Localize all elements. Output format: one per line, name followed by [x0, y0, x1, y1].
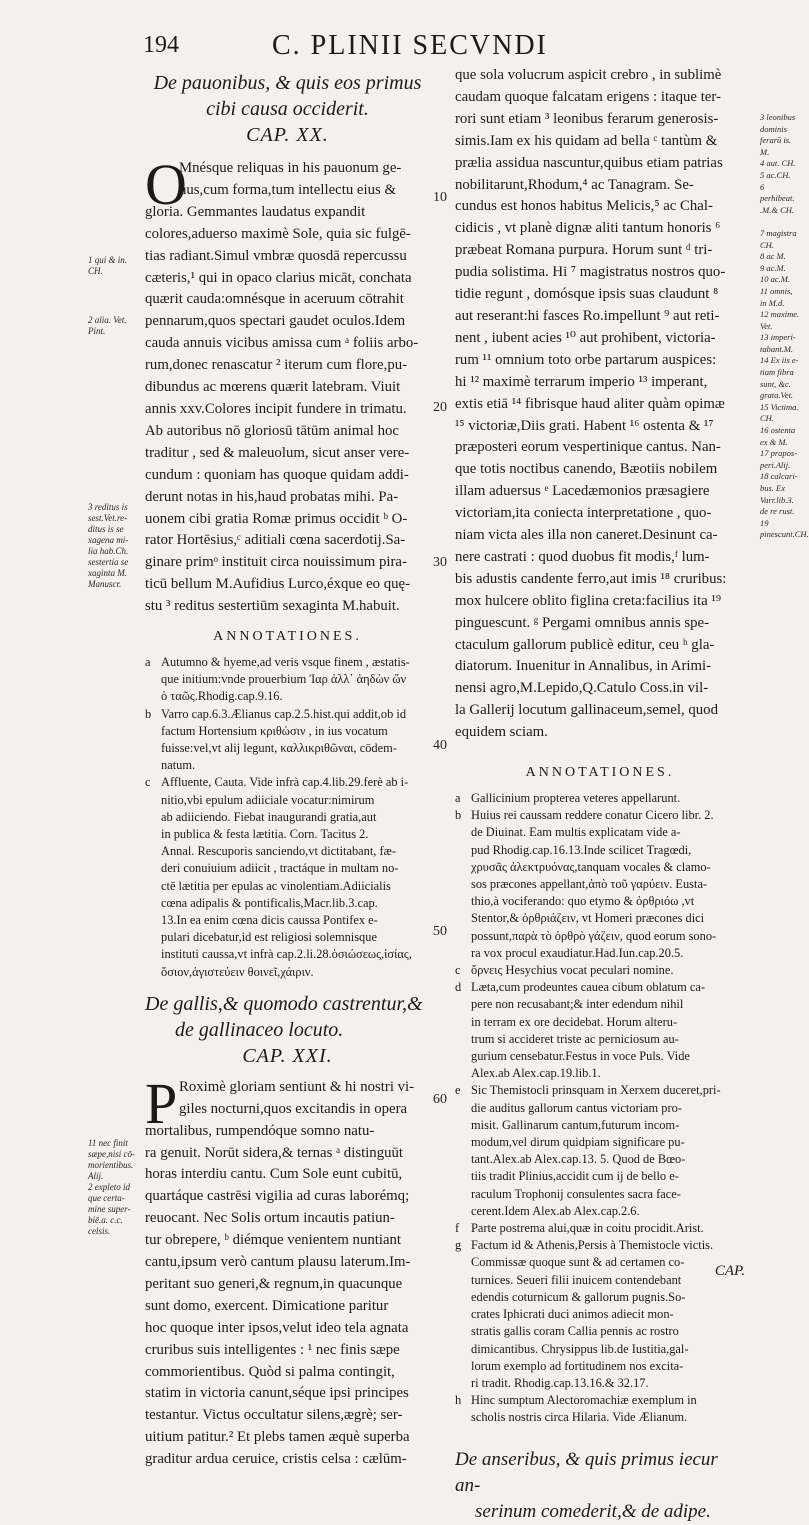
annotation-item — [145, 654, 430, 706]
chapter-title-line: De anseribus, & quis primus iecur an- — [455, 1448, 718, 1496]
text-line: Mnésque reliquas in his pauonum ge- — [179, 160, 402, 176]
annotation-item — [455, 1392, 745, 1426]
annotation-line: edendis coturnicum & gallorum pugnis.So- — [471, 1289, 686, 1304]
chapter-title-line: De pauonibus, & quis eos primus — [153, 72, 422, 94]
annotation-line: pere non recusabant;& inter edendum nihil — [471, 997, 684, 1012]
text-line: horas interdiu cantu. Cum Sole eunt cubitū, — [145, 1166, 403, 1183]
annotation-line: χρυσᾶς ἀλεκτρυόνας,tanquam vocales & clamo- — [471, 859, 711, 874]
annotation-key: h — [455, 1393, 462, 1408]
chapter-20-body — [145, 152, 430, 618]
annotation-line: ri tradit. Rhodig.cap.13.16.& 32.17. — [471, 1375, 649, 1390]
annotation-item — [455, 1082, 745, 1220]
annotation-line: Commissæ quoque sunt & ad certamen co- — [471, 1255, 685, 1270]
left-column — [145, 70, 430, 1471]
annotation-item — [145, 706, 430, 775]
text-line: quartáque castrēsi vigilia ad curas laborémq; — [145, 1188, 410, 1205]
annotation-line: dimicantibus. Chrysippus lib.de Iustitia,gal- — [471, 1341, 689, 1356]
annotation-line: stratis gallis coram Callia pennis ac rostro — [471, 1324, 679, 1339]
text-line: præbeat Romana purpura. Horum sunt ᵈ tri- — [455, 242, 713, 259]
chapter-21-heading — [145, 991, 430, 1069]
annotation-text — [161, 706, 406, 775]
annotation-line: que initium:vnde prouerbium Ἰαρ ἀλλ᾽ ἀηδὼν ὤν — [161, 672, 407, 687]
text-line: que totis noctibus canendo, Bæotiis nobilem — [455, 461, 718, 478]
text-line: cruribus suis intelligentes : ¹ nec finis sæpe — [145, 1341, 400, 1358]
annotation-line: Sic Themistocli prinsquam in Xerxem duceret,pri- — [471, 1083, 721, 1098]
text-line: tidie regunt , domósque ipsis suas claudunt ⁸ — [455, 286, 719, 303]
chapter-22-heading — [455, 1447, 745, 1525]
text-line: pinguescunt. ᵍ Pergami omnibus annis spe- — [455, 614, 710, 631]
annotation-line: scholis nostris circa Hilaria. Vide Ælianum. — [471, 1410, 688, 1425]
text-line: que sola volucrum aspicit crebro , in sublimè — [455, 67, 722, 83]
annotation-text — [161, 774, 412, 980]
annotation-line: ra vox procul exaudiatur.Had.Iun.cap.20.5. — [471, 945, 684, 960]
text-line: cæteris,¹ qui in opaco clarius micāt, conchata — [145, 269, 412, 286]
margin-note: 11 nec finit sæpe,nisi cō- morientibus. Alij. 2 expleto id que certa- mine super- biē.a. c.c. celsis. — [88, 1138, 135, 1236]
text-line: reuocant. Nec Solis ortum incautis patiun- — [145, 1210, 395, 1227]
text-line: prælia assidua nascuntur,quibus etiam patrias — [455, 154, 723, 171]
text-line: giles nocturni,quos excitandis in opera — [179, 1100, 408, 1117]
text-line: victoriam,ita coniecta interpretatione , quo- — [455, 505, 712, 522]
annotation-item — [455, 790, 745, 807]
annotation-line: nitio,vbi epulum adiiciale vocatur:nimirum — [161, 792, 375, 807]
text-line: extis etiā ¹⁴ fibrisque haud aliter quàm opimæ — [455, 395, 725, 412]
annotation-line: Læta,cum prodeuntes cauea cibum oblatum ca- — [471, 980, 705, 995]
text-line: cundus est honos habitus Melicis,⁵ ac Chal- — [455, 198, 713, 215]
annotations-heading: ANNOTATIONES. — [525, 765, 675, 781]
text-line: aut reserant:hi fasces Ro.impellunt ⁹ aut reti- — [455, 307, 720, 324]
text-line: rum ¹¹ omnium toto orbe partarum auspices: — [455, 351, 717, 368]
annotation-line: deri conuiuium adiicit , tractáque in multam no- — [161, 861, 399, 876]
line-number: 60 — [433, 1092, 447, 1107]
annotation-line: natum. — [161, 758, 196, 773]
line-number: 30 — [433, 555, 447, 570]
text-line: illam aduersus ᵉ Lacedæmonios præsagiere — [455, 483, 710, 500]
text-line: pennarum,quos spectari gaudet oculos.Idem — [145, 313, 406, 330]
text-line: traditur , sed & maleuolum, sicut anser vere- — [145, 444, 410, 461]
annotation-item — [455, 979, 745, 1082]
annotation-item — [455, 807, 745, 962]
annotation-text — [471, 790, 680, 807]
line-number: 40 — [433, 738, 447, 753]
text-line: stu ³ reditus sestertiūm sexaginta M.habuit. — [145, 598, 400, 615]
annotation-key: e — [455, 1083, 461, 1098]
annotation-key: f — [455, 1221, 460, 1236]
text-line: nensi agro,M.Lepido,Q.Catulo Coss.in vil- — [455, 680, 709, 697]
annotation-text — [471, 1082, 721, 1220]
text-line: Ab autoribus nō gloriosū tātūm animal hoc — [145, 422, 399, 439]
annotation-line: cerent.Idem Alex.ab Alex.cap.2.6. — [471, 1203, 640, 1218]
annotation-line: thio,à vociferando: quo etymo & ὀρθριόω ,vt — [471, 894, 695, 909]
text-line: cantu,ipsum verò cantum plausu laterum.Im- — [145, 1254, 411, 1271]
annotation-key: b — [145, 706, 152, 721]
annotation-line: possunt,παρὰ τὸ ὀρθρὸ γάζειν, quod eorum sono- — [471, 928, 717, 943]
annotation-line: modum,vel dirum quidpiam significare pu- — [471, 1135, 685, 1150]
annotation-line: in publica & festa lætitia. Corn. Tacitus 2. — [161, 826, 369, 841]
running-title: C. PLINII SECVNDI — [272, 30, 548, 61]
annotation-line: pud Rhodig.cap.16.13.Inde scilicet Tragœdi, — [471, 842, 692, 857]
annotation-line: Affluente, Cauta. Vide infrà cap.4.lib.29.ferè ab i- — [161, 775, 409, 790]
text-line: colores,aduerso maximè Sole, quia sic fulgē- — [145, 225, 411, 242]
annotation-line: trum si accideret triste ac perniciosum au- — [471, 1031, 679, 1046]
annotation-key: b — [455, 808, 462, 823]
annotation-key: a — [145, 654, 151, 669]
annotation-line: Parte postrema alui,quæ in coitu procidit.Arist. — [471, 1221, 704, 1236]
annotations-heading: ANNOTATIONES. — [213, 629, 362, 645]
text-line: testantur. Victus occultatur silens,ægrè; ser- — [145, 1407, 403, 1424]
text-line: derunt notas in his,haud probatas mihi. Pa- — [145, 488, 399, 505]
chapter-title-line: De gallis,& quomodo castrentur,& — [145, 992, 423, 1015]
annotation-text — [471, 1220, 704, 1237]
chapter-20-heading — [145, 70, 430, 148]
chapter-title-line: de gallinaceo locuto. — [175, 1018, 344, 1041]
annotation-key: c — [145, 775, 151, 790]
line-number: 50 — [433, 924, 447, 939]
text-line: uonem cibi gratia Romæ primus occidit ᵇ O- — [145, 510, 408, 527]
text-line: nobilitarunt,Rhodum,⁴ ac Tanagram. Se- — [455, 176, 694, 193]
text-line: cauda annuis vicibus amissa cum ᵃ foliis arbo- — [145, 335, 419, 352]
text-line: nere castrati : quod duobus fit modis,ᶠ lum- — [455, 548, 710, 565]
annotation-text — [471, 1237, 713, 1392]
annotation-text — [471, 807, 716, 962]
annotation-key: g — [455, 1238, 462, 1253]
text-line: mox hulcere oblito figlina creta:facilius ita ¹⁹ — [455, 592, 721, 609]
annotation-line: sos præcones appellant,ἀπὸ τοῦ γαρύειν. Eusta- — [471, 877, 708, 892]
running-header — [0, 30, 800, 70]
text-line: bis adustis candente ferro,aut imis ¹⁸ cruribus: — [455, 570, 727, 587]
annotation-line: de Diuinat. Eam multis explicatam vide a- — [471, 825, 681, 840]
text-line: la Gallerij locutum gallinaceum,semel, quod — [455, 702, 718, 719]
text-line: mortalibus, rumpendóque somno natu- — [145, 1122, 375, 1139]
text-line: ¹⁵ victoriæ,Diis grati. Habent ¹⁶ ostenta & ¹⁷ — [455, 417, 714, 434]
annotation-item — [455, 962, 745, 979]
annotation-line: fuisse:vel,vt alij legunt, καλλικριθῶναι, cōdem- — [161, 740, 397, 755]
annotation-key: a — [455, 791, 461, 805]
drop-cap-initial: O — [145, 152, 187, 217]
right-column — [455, 65, 745, 1525]
text-line: cidicis , vt planè dignæ aliti tantum honoris ⁶ — [455, 220, 721, 237]
annotation-line: factum Hortensium κριθώσιν , in ius vocatum — [161, 723, 388, 738]
text-line: pudia solistima. Hi ⁷ magistratus nostros quo- — [455, 264, 726, 281]
text-line: equidem sciam. — [455, 724, 548, 741]
margin-note: 2 alia. Vet. Pint. — [88, 315, 127, 336]
text-line: ra genuit. Norūt sidera,& ternas ᵃ distinguūt — [145, 1144, 404, 1161]
chapter-number: CAP. XXI. — [242, 1044, 333, 1067]
text-line: ctaculum gallorum publicè editur, ceu ʰ gla- — [455, 636, 715, 653]
text-line: præposteri eorum vespertinique cantus. Nan- — [455, 439, 721, 456]
annotation-line: instituti caussa,vt infrà cap.2.li.28.ὁσιώσεως,ἱσίας, — [161, 947, 412, 962]
text-line: ticū bellum M.Aufidius Lurco,éxque eo quę- — [145, 576, 411, 593]
text-line: commorientibus. Quòd si palma contingit, — [145, 1363, 395, 1380]
text-line: ginare primᵒ instituit circa nouissimum pira- — [145, 554, 407, 571]
drop-cap-initial: P — [145, 1070, 178, 1136]
annotation-line: cœna adipalis & pontificalis,Macr.lib.3.cap. — [161, 895, 378, 910]
annotation-line: misit. Gallinarum cantum,futurum incom- — [471, 1117, 680, 1132]
text-line: rator Hortēsius,ᶜ aditiali cœna sacerdotij.Sa- — [145, 532, 406, 549]
text-line: quærit cauda:omnésque in aceruum cōtrahit — [145, 291, 404, 308]
text-line: hoc quoque inter ipsos,velut ideo tela agnata — [145, 1319, 409, 1336]
annotation-line: tant.Alex.ab Alex.cap.13. 5. Quod de Bœo- — [471, 1152, 686, 1167]
text-line: diatorum. Inuenitur in Annalibus, in Arimi- — [455, 658, 712, 675]
annotation-text — [471, 979, 705, 1082]
annotation-line: gurium censebatur.Festus in voce Puls. Vide — [471, 1049, 690, 1064]
annotation-line: ab adiiciendo. Fiebat inaugurandi gratia,aut — [161, 809, 377, 824]
text-line: caudam quoque falcatam erigens : itaque ter- — [455, 88, 721, 105]
annotation-text — [471, 962, 673, 979]
annotation-line: ὄρνεις Hesychius vocat peculari nomine. — [471, 963, 674, 978]
chapter-title-line: cibi causa occiderit. — [206, 98, 369, 120]
annotation-text — [471, 1392, 697, 1426]
annotation-line: lorum exemplo ad fortitudinem nos excita- — [471, 1358, 684, 1373]
text-line: sunt domo, exercent. Dimicatione paritur — [145, 1297, 389, 1314]
annotation-line: Annal. Rescuporis sanciendo,vt dictitabant, fæ- — [161, 844, 397, 859]
text-line: hi ¹² maximè terrarum imperio ¹³ imperant, — [455, 373, 708, 390]
annotation-line: pulari dicebatur,id est religiosi solemnisque — [161, 930, 377, 945]
annotation-line: Alex.ab Alex.cap.19.lib.1. — [471, 1066, 601, 1081]
text-line: uitium patitur.² Et plebs tamen æquè superba — [145, 1429, 410, 1446]
text-line: peritant suo generi,& regnum,in quacunque — [145, 1275, 403, 1292]
annotation-line: ctē lætitia per epulas ac vinolentiam.Adiicialis — [161, 878, 391, 893]
body-text — [145, 1070, 430, 1471]
text-line: statim in victoria canunt,séque ipsi principes — [145, 1385, 409, 1402]
text-line: cundum : quoniam has quoque quidam addi- — [145, 466, 409, 483]
annotation-item — [145, 774, 430, 980]
annotations-list — [145, 654, 430, 981]
text-line: nus,cum forma,tum intellectu eius & — [179, 181, 396, 198]
annotation-line: raculum Trophonij consulentes sacra face- — [471, 1186, 681, 1201]
body-text — [455, 65, 745, 744]
annotation-line: tiis tradit Plinius,accidit cum ij de bello e- — [471, 1169, 679, 1184]
catchword: CAP. — [714, 1263, 745, 1279]
text-line: niam victa ales illa non caneret.Desinunt ca- — [455, 527, 718, 544]
annotation-key: c — [455, 963, 461, 978]
chapter-number: CAP. XX. — [246, 124, 329, 146]
annotation-line: ὁ ταῶς.Rhodig.cap.9.16. — [161, 689, 283, 704]
annotation-line: Varro cap.6.3.Ælianus cap.2.5.hist.qui addit,ob id — [161, 706, 407, 721]
chapter-21-body — [145, 1070, 430, 1471]
annotation-key: d — [455, 980, 462, 995]
text-line: tias radiant.Simul vmbræ quosdā repercussu — [145, 247, 407, 264]
margin-note: 3 reditus is sest.Vet.re- ditus is se xagena mi- lia hab.Ch. sestertia se xaginta M. Manuscr. — [88, 502, 129, 589]
margin-notes-right: 3 leonibus dominis ferarū is. M. 4 aut. CH. 5 ac.CH. 6 perhibeat. .M.& CH. 7 magistra CH. 8 ac M. 9 ac.M. 10 ac.M. 11 omnis, in M.d. 12 maxime. Vet. 13 imperi- tabant.M. 14 Ex iis e- tiam fibra sunt, &c. grata.Vet. 15 Victima. CH. 16 ostenta ex & M. 17 prapos- peri.Alij. 18 calcari- bus. Ex Varr.lib.3. de re rust. 19 pinescunt.CH. — [760, 112, 809, 540]
line-number: 20 — [433, 400, 447, 415]
line-number: 10 — [433, 190, 447, 205]
text-line: graditur ardua ceruice, cristis celsa : cælūm- — [145, 1451, 407, 1468]
chapter-title-line: serinum comederit,& de adipe. — [475, 1500, 711, 1522]
annotations-list — [455, 790, 745, 1427]
annotation-line: ὅσιον,ἁγιστεύειν θοινεῖ,χάιριν. — [161, 964, 314, 979]
annotation-line: Stentor,& ὀρθριάζειν, vt Homeri præcones dici — [471, 911, 705, 926]
annotation-line: 13.In ea enim cœna dicis caussa Pontifex e- — [161, 912, 378, 927]
text-line: Roximè gloriam sentiunt & hi nostri vi- — [179, 1078, 415, 1095]
margin-note: 1 qui & in. CH. — [88, 255, 128, 276]
annotation-line: Hinc sumptum Alectoromachiæ exemplum in — [471, 1393, 697, 1408]
annotation-text — [161, 654, 410, 706]
text-line: dibundus ac mœrens quærit latebram. Viuit — [145, 379, 401, 396]
annotation-line: Huius rei caussam reddere conatur Cicero libr. 2. — [471, 808, 714, 823]
annotation-item — [455, 1237, 745, 1392]
annotation-line: turnices. Seueri filii inuicem contendebant — [471, 1272, 682, 1287]
text-line: simis.Iam ex his quidam ad bella ᶜ tantùm & — [455, 132, 718, 149]
annotation-line: Factum id & Athenis,Persis à Themistocle victis. — [471, 1238, 714, 1253]
page-number: 194 — [143, 32, 179, 58]
annotation-line: in terram ex ore decidebat. Horum alteru- — [471, 1014, 678, 1029]
text-line: annis xxv.Colores incipit fundere in trimatu. — [145, 400, 407, 417]
annotation-line: Autumno & hyeme,ad veris vsque finem , æstatis- — [161, 654, 410, 669]
text-line: rori sunt etiam ³ leonibus ferarum generosis- — [455, 110, 719, 127]
text-line: tur obrepere, ᵇ diémque venientem nuntiant — [145, 1232, 402, 1249]
annotation-item — [455, 1220, 745, 1237]
body-text — [145, 152, 430, 618]
annotation-line: die auditus gallorum cantus victoriam pro- — [471, 1100, 682, 1115]
text-line: nent , iubent acies ¹⁰ aut prohibent, victoria- — [455, 329, 716, 346]
text-line: gloria. Gemmantes laudatus expandit — [145, 203, 366, 220]
text-line: rum,donec renascatur ² iterum cum flore,pu- — [145, 357, 408, 374]
annotation-line: crates Iphicrati duci animos adiecit mon- — [471, 1307, 674, 1322]
annotation-line: Gallicinium propterea veteres appellarunt. — [471, 791, 681, 805]
